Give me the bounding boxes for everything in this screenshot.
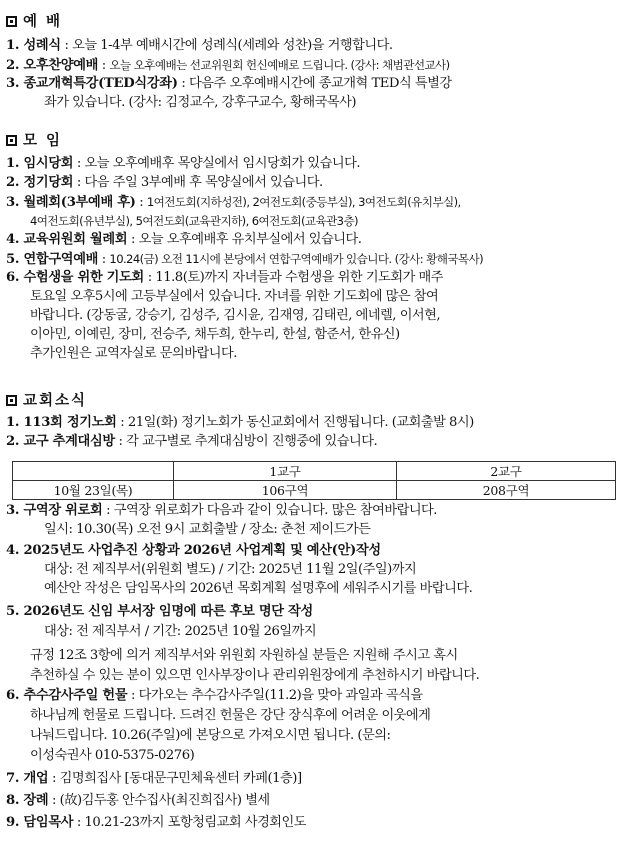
news-item-6-cont: 나눠드립니다. 10.26(주일)에 본당으로 가져오시면 됩니다. (문의:	[30, 728, 391, 743]
table-cell: 208구역	[397, 481, 616, 500]
meeting-item-6-cont: 바랍니다. (강동굴, 강승기, 김성주, 김시윤, 김재영, 김태린, 에네렐, 이서현,	[30, 308, 441, 323]
meeting-item-6-cont: 토요일 오후5시에 고등부실에서 있습니다. 자녀를 위한 기도회에 많은 참여	[30, 289, 439, 304]
news-item-6-cont: 이성숙권사 010-5375-0276)	[30, 748, 195, 763]
news-item-8: 8. 장례 : (故)김두홍 안수집사(최진희집사) 별세	[6, 793, 270, 808]
news-item-2: 2. 교구 추계대심방 : 각 교구별로 추계대심방이 진행중에 있습니다.	[6, 434, 378, 449]
news-item-5-cont: 추천하실 수 있는 분이 있으면 인사부장이나 관리위원장에게 추천하시기 바랍니다.	[30, 668, 480, 683]
news-item-5-cont: 대상: 전 제직부서 / 기간: 2025년 10월 26일까지	[44, 624, 317, 639]
meeting-item-1: 1. 임시당회 : 오늘 오후예배후 목양실에서 임시당회가 있습니다.	[6, 156, 361, 171]
meeting-item-3: 3. 월례회(3부예배 후) : 1여전도회(지하성전), 2여전도회(중등부실), 3여전도회(유치부실),	[6, 195, 461, 210]
news-item-4: 4. 2025년도 사업추진 상황과 2026년 사업계획 및 예산(안)작성	[6, 543, 381, 558]
section-header-meetings: 모 임	[6, 129, 62, 150]
meeting-item-6: 6. 수험생을 위한 기도회 : 11.8(토)까지 자녀들과 수험생을 위한 기도회가 매주	[6, 270, 443, 285]
square-bullet-icon	[6, 16, 17, 27]
worship-item-3: 3. 종교개혁특강(TED식강좌) : 다음주 오후예배시간에 종교개혁 TED식 특별강	[6, 76, 452, 91]
square-bullet-icon	[6, 135, 17, 146]
worship-item-1: 1. 성례식 : 오늘 1-4부 예배시간에 성례식(세례와 성찬)을 거행합니다.	[6, 38, 393, 53]
meeting-item-2: 2. 정기당회 : 다음 주일 3부예배 후 목양실에서 있습니다.	[6, 175, 323, 190]
table-row	[13, 481, 616, 500]
news-item-6-cont: 하나님께 헌물로 드립니다. 드려진 헌물은 강단 장식후에 어려운 이웃에게	[30, 708, 431, 723]
table-header-cell: 1교구	[174, 462, 397, 481]
meeting-item-6-cont: 이아민, 이예린, 장미, 전승주, 채두희, 한누리, 한설, 함준서, 한유신)	[30, 327, 400, 342]
news-item-4-cont: 예산안 작성은 담임목사의 2026년 목회계획 설명후에 세워주시기를 바랍니다.	[44, 581, 473, 596]
section-header-news: 교회소식	[6, 389, 87, 410]
news-item-6: 6. 추수감사주일 헌물 : 다가오는 추수감사주일(11.2)을 맞아 과일과 곡식을	[6, 688, 423, 703]
worship-item-3-cont: 좌가 있습니다. (강사: 김정교수, 강후구교수, 황해국목사)	[44, 95, 357, 110]
news-item-4-cont: 대상: 전 제직부서(위원회 별도) / 기간: 2025년 11월 2일(주일)까지	[44, 562, 417, 577]
meeting-item-3-cont: 4여전도회(유년부실), 5여전도회(교육관지하), 6여전도회(교육관3층)	[30, 214, 358, 228]
visit-schedule-table	[12, 461, 616, 500]
news-item-7: 7. 개업 : 김명희집사 [동대문구민체육센터 카페(1층)]	[6, 771, 302, 786]
news-item-5: 5. 2026년도 신임 부서장 임명에 따른 후보 명단 작성	[6, 604, 313, 619]
news-item-3: 3. 구역장 위로회 : 구역장 위로회가 다음과 같이 있습니다. 많은 참여바랍니다.	[6, 503, 437, 518]
square-bullet-icon	[6, 395, 17, 406]
table-header-row	[13, 462, 616, 481]
meeting-item-6-cont: 추가인원은 교역자실로 문의바랍니다.	[30, 346, 237, 361]
news-item-3-cont: 일시: 10.30(목) 오전 9시 교회출발 / 장소: 춘천 제이드가든	[44, 522, 371, 537]
table-header-cell	[13, 462, 174, 481]
table-header-cell: 2교구	[397, 462, 616, 481]
section-header-worship: 예 배	[6, 10, 62, 31]
news-item-5-cont: 규정 12조 3항에 의거 제직부서와 위원회 자원하실 분들은 지원해 주시고 혹시	[30, 648, 458, 663]
news-item-1: 1. 113회 정기노회 : 21일(화) 정기노회가 동신교회에서 진행됩니다. (교회출발 8시)	[6, 415, 474, 430]
worship-item-2: 2. 오후찬양예배 : 오늘 오후예배는 선교위원회 헌신예배로 드립니다. (강사: 채범관선교사)	[6, 58, 450, 73]
table-cell: 106구역	[174, 481, 397, 500]
news-item-9: 9. 담임목사 : 10.21-23까지 포항청림교회 사경회인도	[6, 815, 307, 830]
meeting-item-4: 4. 교육위원회 월례회 : 오늘 오후예배후 유치부실에서 있습니다.	[6, 232, 362, 247]
meeting-item-5: 5. 연합구역예배 : 10.24(금) 오전 11시에 본당에서 연합구역예배가 있습니다. (강사: 황해국목사)	[6, 252, 484, 267]
table-cell: 10월 23일(목)	[13, 481, 174, 500]
